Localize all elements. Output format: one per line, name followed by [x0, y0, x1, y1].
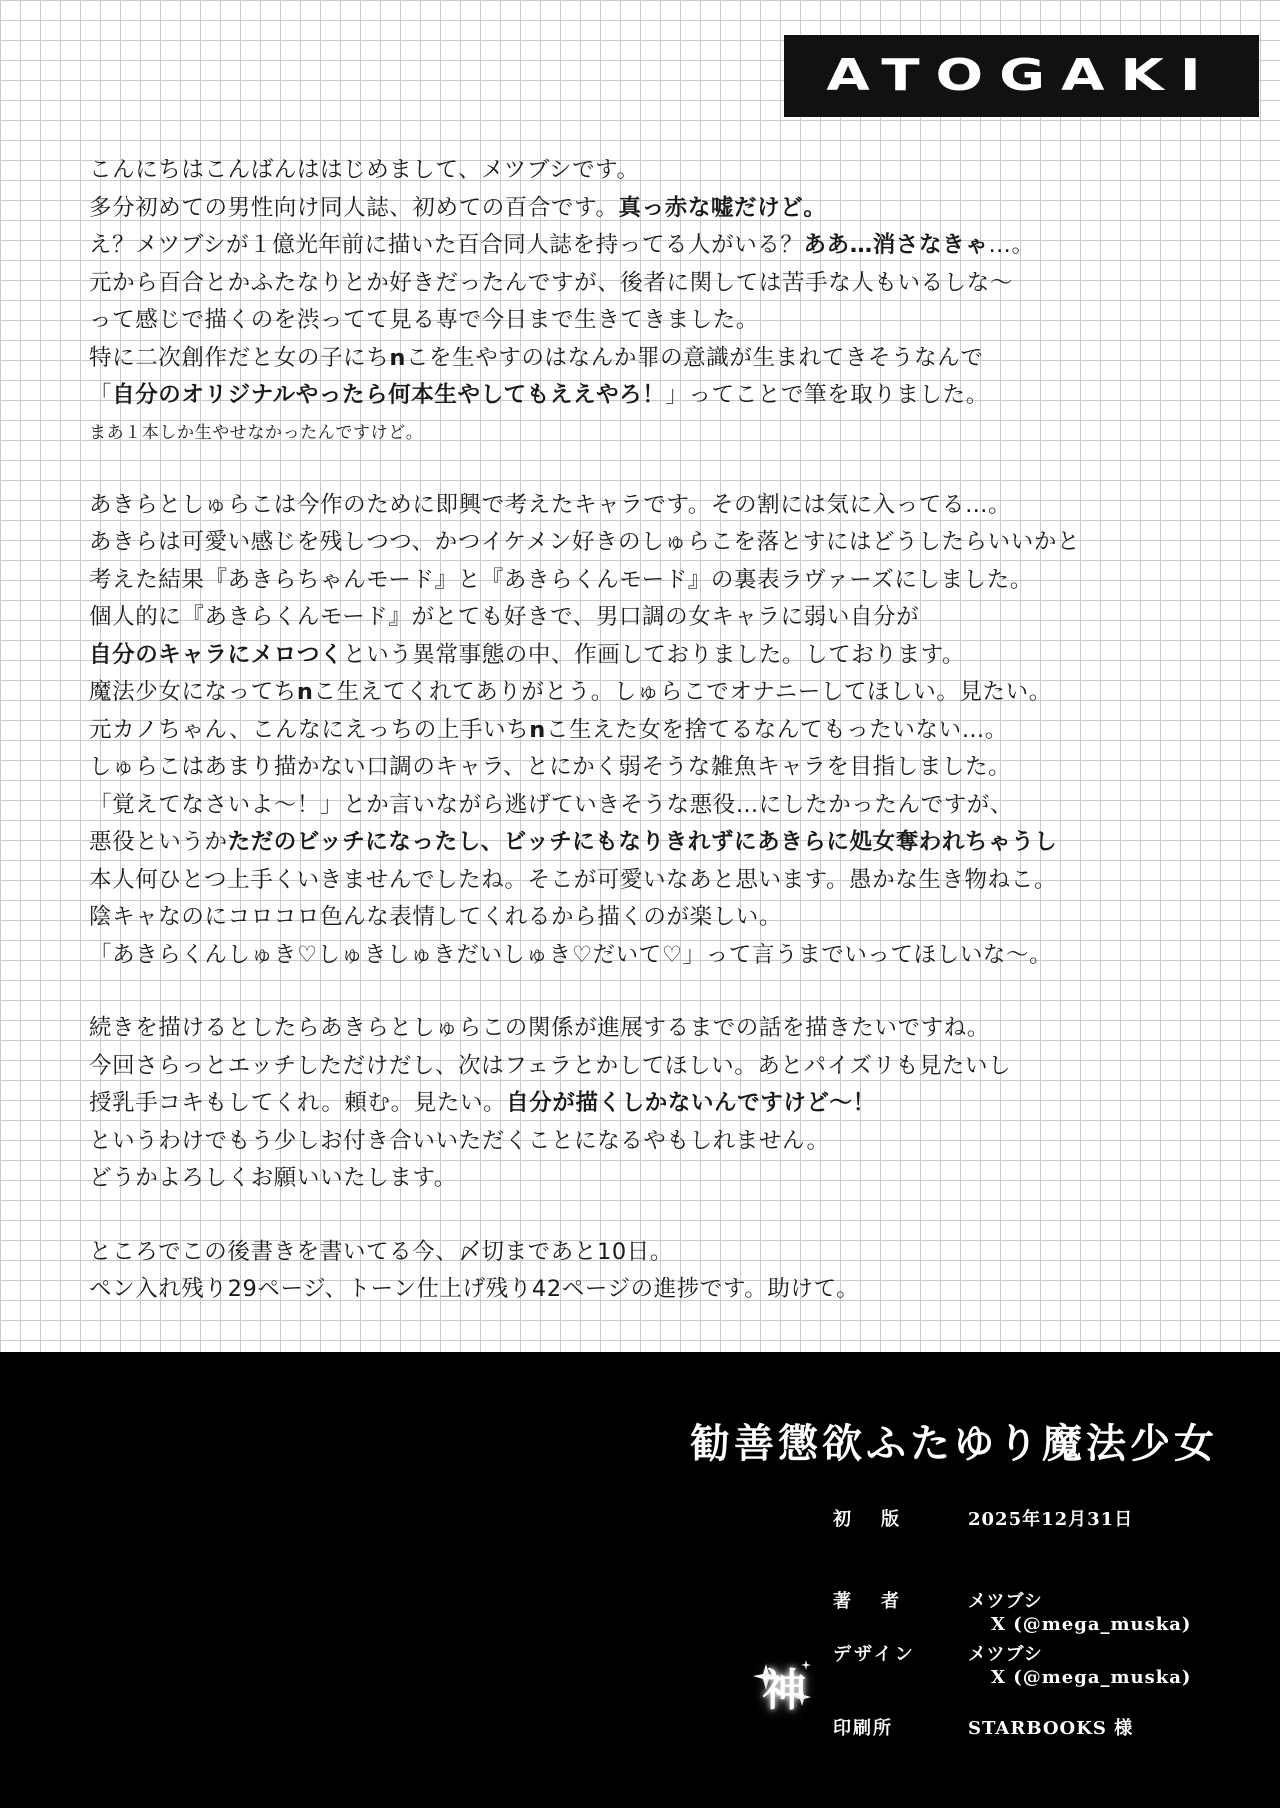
- emphasis-text: n: [529, 716, 546, 743]
- text-line: [89, 1123, 1229, 1161]
- text-line: [89, 749, 1229, 787]
- text-line: [89, 899, 1229, 937]
- author-handle: X (@mega_muska): [991, 1614, 1192, 1635]
- emphasis-text: 真っ赤な嘘だけど。: [618, 194, 827, 221]
- text-segment: という異常事態の中、作画しておりました。しております。: [343, 641, 966, 668]
- text-segment: 悪役というか: [89, 829, 228, 855]
- text-segment: まあ１本しか生やせなかったんですけど。: [89, 422, 424, 443]
- author-name: メツブシ: [968, 1591, 1043, 1612]
- text-segment: こを生やすのはなんか罪の意識が生まれてきそうなんで: [405, 344, 984, 371]
- text-line: [89, 1010, 1229, 1048]
- emphasis-text: ああ…消さなきゃ: [803, 232, 989, 258]
- text-segment: 陰キャなのにコロコロ色んな表情してくれるから描くのが楽しい。: [89, 904, 783, 930]
- paragraph: [89, 1234, 1229, 1309]
- page-title: ATOGAKI: [826, 50, 1217, 101]
- text-line: [89, 862, 1229, 900]
- paragraph-gap: [89, 1198, 1229, 1234]
- printer-label: 印刷所: [833, 1718, 893, 1739]
- text-line: [89, 265, 1229, 303]
- text-segment: 魔法少女になってち: [89, 679, 297, 705]
- text-line: [89, 599, 1229, 637]
- text-line: [89, 712, 1229, 750]
- text-segment: 本人何ひとつ上手くいきませんでしたね。そこが可愛いなあと思います。愚かな生き物ねこ。: [89, 866, 1057, 893]
- text-segment: って感じで描くのを渋ってて見る専で今日まで生きてきました。: [89, 307, 759, 333]
- text-line: [89, 487, 1229, 525]
- text-segment: 授乳手コキもしてくれ。頼む。見たい。: [89, 1090, 507, 1116]
- kami-logo-glyph: 神: [762, 1665, 806, 1716]
- emphasis-text: 自分のオリジナルやったら何本生やしてもええやろ！: [112, 382, 666, 408]
- text-line: [89, 1271, 1229, 1309]
- paragraph: [89, 487, 1229, 975]
- design-label: デザイン: [833, 1644, 916, 1665]
- text-segment: 多分初めての男性向け同人誌、初めての百合です。: [89, 194, 619, 221]
- text-segment: 「あきらくんしゅき♡しゅきしゅきだいしゅき♡だいて♡」って言うまでいってほしいな〜。: [89, 941, 1053, 968]
- text-segment: あきらとしゅらこは今作のために即興で考えたキャラです。その割には気に入ってる…。: [89, 491, 1012, 518]
- text-line: [89, 824, 1229, 862]
- book-title: 勧善懲欲ふたゆり魔法少女: [690, 1420, 1218, 1467]
- printer-logo: [752, 1654, 816, 1718]
- text-segment: こ生えた女を捨てるなんてもったいない…。: [545, 716, 1008, 743]
- text-segment: 元から百合とかふたなりとか好きだったんですが、後者に関しては苦手な人もいるしな〜: [89, 269, 1014, 296]
- text-line: [89, 377, 1229, 415]
- paragraph: [89, 152, 1229, 451]
- edition-date: 2025年12月31日: [968, 1509, 1134, 1530]
- author-label: 著 者: [833, 1591, 905, 1612]
- text-segment: どうかよろしくお願いいたします。: [89, 1165, 457, 1191]
- text-segment: 続きを描けるとしたらあきらとしゅらこの関係が進展するまでの話を描きたいですね。: [89, 1015, 990, 1041]
- text-line: [89, 152, 1229, 190]
- paragraph-gap: [89, 451, 1229, 487]
- text-segment: 「覚えてなさいよ〜！」とか言いながら逃げていきそうな悪役…にしたかったんですが、: [89, 791, 1014, 818]
- text-line: [89, 787, 1229, 825]
- text-line: [89, 227, 1229, 265]
- text-segment: 今回さらっとエッチしただけだし、次はフェラとかしてほしい。あとパイズリも見たいし: [89, 1052, 1012, 1079]
- text-line: [89, 674, 1229, 712]
- text-line: [89, 562, 1229, 600]
- design-name: メツブシ: [968, 1644, 1043, 1665]
- text-segment: しゅらこはあまり描かない口調のキャラ、とにかく弱そうな雑魚キャラを目指しました。: [89, 754, 1012, 780]
- printer-name: STARBOOKS 様: [968, 1718, 1134, 1739]
- text-line: [89, 1085, 1229, 1123]
- paragraph: [89, 1010, 1229, 1198]
- text-segment: 元カノちゃん、こんなにえっちの上手いち: [89, 716, 530, 743]
- text-line: [89, 302, 1229, 340]
- text-line: [89, 637, 1229, 675]
- emphasis-text: n: [296, 679, 314, 705]
- text-segment: というわけでもう少しお付き合いいただくことになるやもしれません。: [89, 1127, 830, 1154]
- text-line: [89, 415, 1229, 451]
- paragraph-gap: [89, 974, 1229, 1010]
- afterword-body: [89, 152, 1229, 1309]
- text-segment: 」ってことで筆を取りました。: [665, 382, 989, 408]
- colophon-panel: [0, 1352, 1280, 1808]
- text-line: [89, 1234, 1229, 1272]
- emphasis-text: 自分のキャラにメロつく: [89, 641, 344, 668]
- text-segment: 「: [89, 382, 113, 408]
- text-segment: 特に二次創作だと女の子にち: [89, 344, 390, 371]
- text-line: [89, 340, 1229, 378]
- text-segment: あきらは可愛い感じを残しつつ、かつイケメン好きのしゅらこを落とすにはどうしたらいいかと: [89, 529, 1081, 555]
- emphasis-text: n: [389, 344, 406, 371]
- design-handle: X (@mega_muska): [991, 1667, 1192, 1688]
- text-segment: ペン入れ残り29ページ、トーン仕上げ残り42ページの進捗です。助けて。: [89, 1276, 860, 1302]
- text-segment: こんにちはこんばんははじめまして、メツブシです。: [89, 157, 640, 183]
- text-segment: ところでこの後書きを書いてる今、〆切まであと10日。: [89, 1238, 674, 1265]
- text-line: [89, 1160, 1229, 1198]
- text-segment: 考えた結果『あきらちゃんモード』と『あきらくんモード』の裏表ラヴァーズにしました。: [89, 566, 1033, 593]
- text-line: [89, 937, 1229, 975]
- text-segment: 個人的に『あきらくんモード』がとても好きで、男口調の女キャラに弱い自分が: [89, 604, 920, 630]
- text-line: [89, 1048, 1229, 1086]
- text-segment: …。: [988, 232, 1035, 258]
- text-segment: え？メツブシが１億光年前に描いた百合同人誌を持ってる人がいる？: [89, 232, 804, 258]
- text-line: [89, 524, 1229, 562]
- atogaki-header: [784, 35, 1259, 117]
- emphasis-text: ただのビッチになったし、ビッチにもなりきれずにあきらに処女奪われちゃうし: [227, 829, 1058, 855]
- edition-label: 初 版: [833, 1509, 905, 1530]
- text-line: [89, 190, 1229, 228]
- text-segment: こ生えてくれてありがとう。しゅらこでオナニーしてほしい。見たい。: [313, 679, 1052, 705]
- emphasis-text: 自分が描くしかないんですけど〜！: [506, 1090, 876, 1116]
